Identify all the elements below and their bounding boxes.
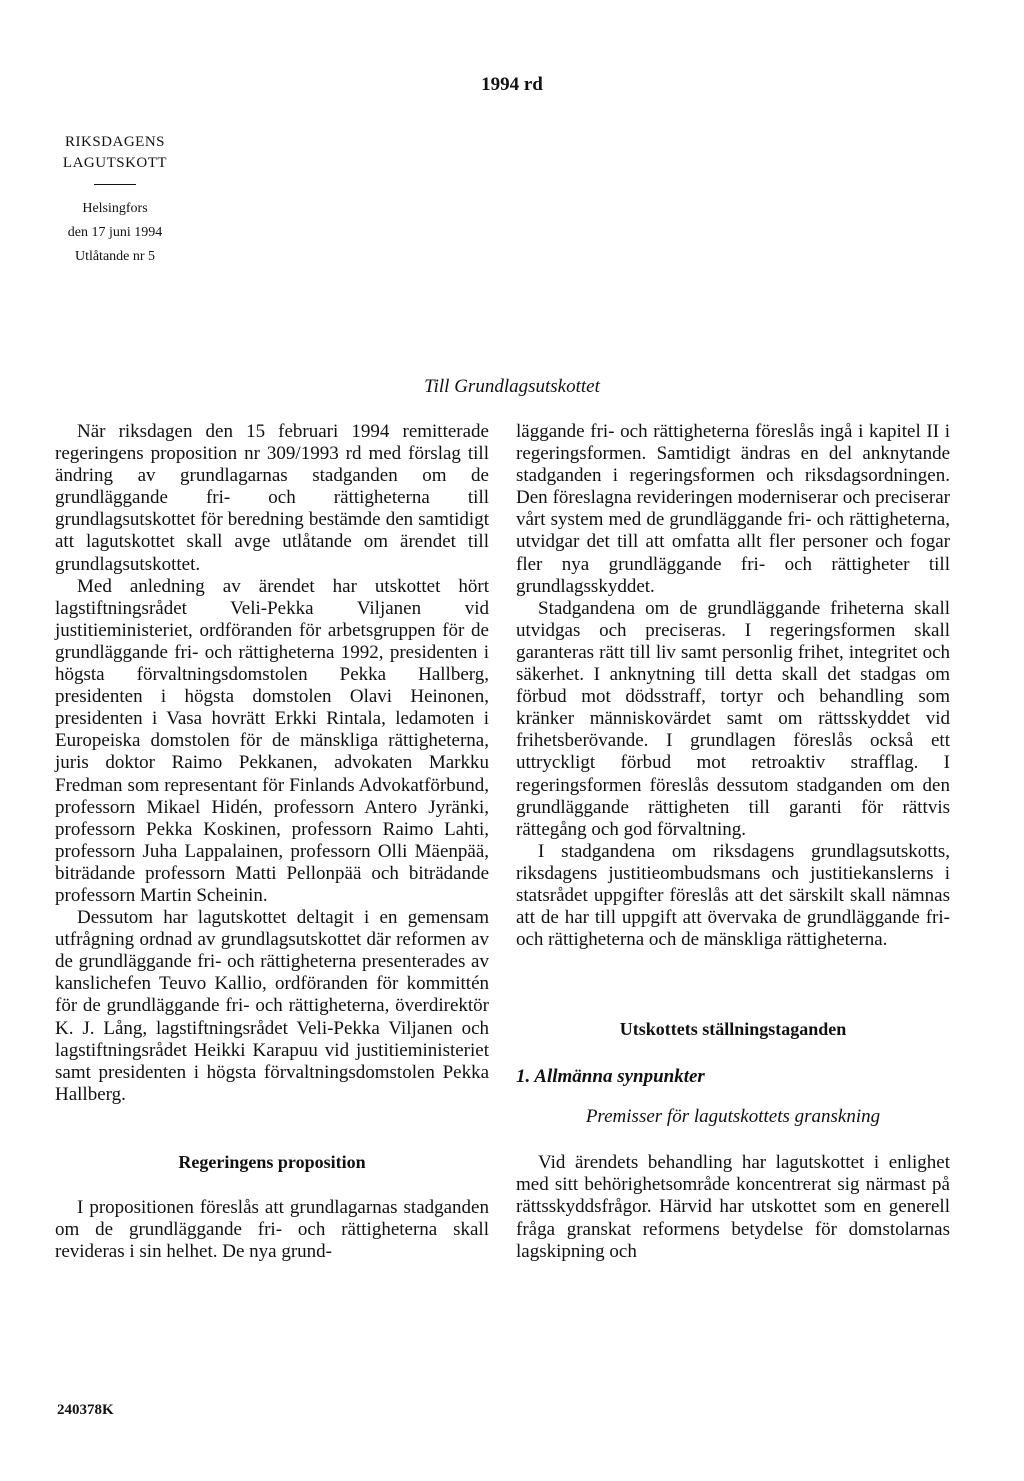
paragraph: Dessutom har lagutskottet deltagit i en gemensam utfrågning ordnad av grundlagsutskottet där reformen av de grundläggande fri- och rättigheterna presenterades av kanslichefen Teuvo Kallio, ordföranden för kommittén för de grundläggande fri- och rättigheterna, överdirektör K. J. Lång, lagstiftningsrådet Veli-Pekka Viljanen och lagstiftningsrådet Heikki Karapuu vid justitieministeriet samt presidenten i högsta förvaltningsdomstolen Pekka Hallberg. [55,907,489,1105]
paragraph: I propositionen föreslås att grundlagarnas stadganden om de grundläggande fri- och rättigheterna skall revideras i sin helhet. De nya grund- [55,1196,489,1263]
section-heading-positions: Utskottets ställningstaganden [619,1019,847,1040]
paragraph: När riksdagen den 15 februari 1994 remitterade regeringens proposition nr 309/1993 rd med förslag till ändring av grundlagarnas stadganden om de grundläggande fri- och rättigheterna till grundlagsutskottet för beredning bestämde den samtidigt att lagutskottet skall avge utlåtande om ärendet till grundlagsutskottet. [55,421,489,575]
paragraph: I stadgandena om riksdagens grundlagsutskotts, riksdagens justitieombudsmans och justitiekanslerns i statsrådet uppgifter föreslås att det särskilt skall nämnas att de har till uppgift att övervaka de grundläggande fri- och rättigheterna och de mänskliga rättigheterna. [516,840,950,951]
page-header: 1994 rd [481,74,543,95]
section-heading-proposition: Regeringens proposition [178,1151,366,1172]
committee-name-line2: LAGUTSKOTT [62,155,168,171]
committee-name-line1: RIKSDAGENS [64,134,165,150]
document-code: 240378K [57,1402,114,1418]
paragraph: Vid ärendets behandling har lagutskottet i enlighet med sitt behörighetsområde koncentrerat sig närmast på rättsskyddsfrågor. Härvid har utskottet som en generell fråga granskat reformens betydelse för domstolarnas lagskipning och [516,1152,950,1262]
subheading-premises: Premisser för lagutskottets granskning [585,1106,881,1128]
paragraph: läggande fri- och rättigheterna föreslås ingå i kapitel II i regeringsformen. Samtidigt ändras en del anknytande stadganden i regeringsformen och riksdagsordningen. Den föreslagna revideringen moderniserar och preciserar vårt system med de grundläggande fri- och rättigheterna, utvidgar det till att omfatta allt fler personer och fogar fler nya grundläggande fri- och rättigheter till grundlagsskyddet. [516,421,950,597]
committee-block [40,132,190,269]
divider [94,184,136,185]
city: Helsingfors [82,201,148,216]
left-column [55,421,489,1263]
subheading-general: 1. Allmänna synpunkter [516,1066,705,1088]
paragraph: Stadgandena om de grundläggande friheterna skall utvidgas och preciseras. I regeringsformen skall garanteras rätt till liv samt personlig frihet, integritet och säkerhet. I anknytning till detta skall det stadgas om förbud mot dödsstraff, tortyr och behandling som kränker människovärdet samt om rättsskyddet vid frihetsberövande. I grundlagen föreslås också ett uttryckligt förbud mot retroaktiv strafflag. I regeringsformen föreslås dessutom stadganden om den grundläggande rättigheten till garanti för rättvis rättegång och god förvaltning. [516,597,950,840]
statement-number: Utlåtande nr 5 [74,249,156,264]
right-column [516,421,950,1263]
paragraph: Med anledning av ärendet har utskottet hört lagstiftningsrådet Veli-Pekka Viljanen vid justitieministeriet, ordföranden för arbetsgruppen för de grundläggande fri- och rättigheterna 1992, presidenten i högsta förvaltningsdomstolen Pekka Hallberg, presidenten i högsta domstolen Olavi Heinonen, presidenten i Vasa hovrätt Erkki Rintala, ledamoten i Europeiska domstolen för de mänskliga rättigheterna, juris doktor Raimo Pekkanen, advokaten Markku Fredman som representant för Finlands Advokatförbund, professorn Mikael Hidén, professorn Antero Jyränki, professorn Pekka Koskinen, professorn Raimo Lahti, professorn Juha Lappalainen, professorn Olli Mäenpää, biträdande professorn Matti Pellonpää och biträdande professorn Martin Scheinin. [55,575,489,906]
addressee: Till Grundlagsutskottet [424,376,600,397]
date: den 17 juni 1994 [67,225,163,240]
